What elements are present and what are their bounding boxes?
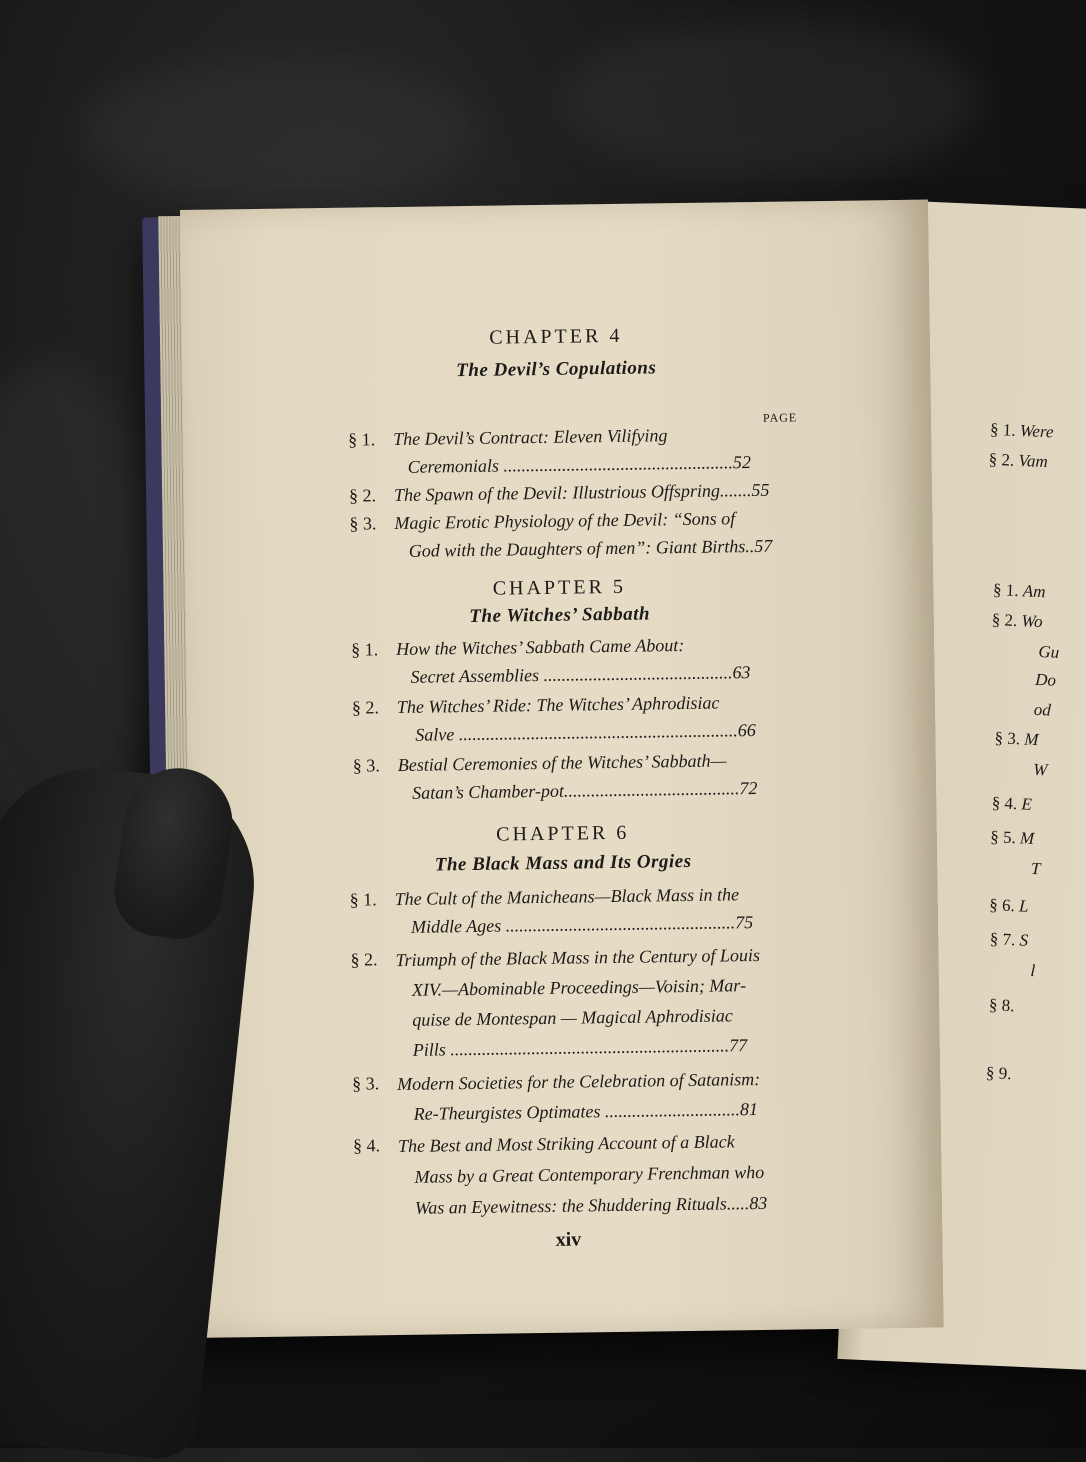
toc-entry bbox=[397, 1064, 761, 1129]
cloth-fold bbox=[560, 20, 980, 180]
right-fragment: l bbox=[1030, 960, 1036, 981]
right-fragment: § 4. E bbox=[991, 793, 1033, 814]
toc-entry bbox=[397, 688, 756, 749]
entry-line: How the Witches’ Sabbath Came About: bbox=[396, 635, 685, 660]
section-number: § 2. bbox=[351, 697, 380, 718]
entry-line: Secret Assemblies ..........................................63 bbox=[410, 662, 751, 687]
entry-line: Re-Theurgistes Optimates ..............................81 bbox=[413, 1099, 759, 1124]
left-page bbox=[180, 200, 944, 1338]
chapter-subtitle: The Black Mass and Its Orgies bbox=[434, 850, 692, 876]
right-fragment: § 7. S bbox=[989, 929, 1029, 950]
section-number: § 2. bbox=[350, 949, 378, 970]
toc-entry bbox=[398, 1126, 768, 1224]
chapter-title: CHAPTER 6 bbox=[496, 821, 630, 846]
section-number: § 2. bbox=[348, 485, 377, 506]
toc-entry bbox=[393, 420, 751, 481]
entry-line: The Best and Most Striking Account of a Black bbox=[397, 1131, 735, 1157]
entry-line: Modern Societies for the Celebration of Satanism: bbox=[397, 1068, 761, 1095]
right-fragment: § 1. Were bbox=[989, 419, 1054, 442]
section-number: § 3. bbox=[352, 755, 380, 776]
right-fragment: Gu bbox=[1038, 642, 1060, 662]
right-fragment: T bbox=[1030, 858, 1041, 879]
entry-line: quise de Montespan — Magical Aphrodisiac bbox=[412, 1005, 733, 1030]
toc-entry bbox=[394, 504, 772, 565]
section-number: § 3. bbox=[349, 513, 377, 534]
chapter-subtitle: The Witches’ Sabbath bbox=[469, 603, 651, 627]
entry-line: Was an Eyewitness: the Shuddering Rituals.....83 bbox=[414, 1192, 768, 1218]
right-fragment: § 9. bbox=[985, 1063, 1012, 1084]
toc-entry bbox=[398, 746, 758, 807]
entry-line: The Spawn of the Devil: Illustrious Offspring.......55 bbox=[393, 479, 770, 506]
section-number: § 4. bbox=[352, 1135, 381, 1156]
section-number: § 1. bbox=[351, 639, 379, 660]
toc-entry bbox=[396, 630, 751, 691]
entry-line: Satan’s Chamber-pot.......................................72 bbox=[412, 777, 758, 803]
toc-content bbox=[180, 200, 944, 1338]
cloth-fold bbox=[80, 60, 480, 200]
right-fragment: § 6. L bbox=[988, 895, 1029, 916]
right-fragment: W bbox=[1032, 759, 1048, 780]
entry-line: Bestial Ceremonies of the Witches’ Sabbath— bbox=[397, 750, 727, 776]
toc-entry bbox=[395, 940, 761, 1065]
entry-line: The Cult of the Manicheans—Black Mass in the bbox=[394, 884, 740, 910]
right-fragment: § 2. Wo bbox=[991, 609, 1044, 632]
entry-line: Middle Ages ...................................................75 bbox=[410, 912, 754, 937]
chapter-subtitle: The Devil’s Copulations bbox=[456, 357, 657, 382]
right-fragment: § 3. M bbox=[994, 728, 1039, 750]
section-number: § 1. bbox=[349, 889, 377, 910]
right-fragment: § 2. Vam bbox=[988, 449, 1049, 472]
toc-entry bbox=[394, 880, 753, 941]
entry-line: The Witches’ Ride: The Witches’ Aphrodisiac bbox=[396, 692, 720, 718]
page-column-label: PAGE bbox=[762, 410, 798, 425]
entry-line: Pills ..............................................................77 bbox=[412, 1035, 748, 1060]
entry-line: XIV.—Abominable Proceedings—Voisin; Mar- bbox=[411, 975, 747, 1000]
section-number: § 1. bbox=[348, 429, 376, 450]
entry-line: God with the Daughters of men”: Giant Births..57 bbox=[408, 535, 773, 561]
entry-line: Magic Erotic Physiology of the Devil: “Sons of bbox=[394, 508, 736, 534]
chapter-title: CHAPTER 4 bbox=[489, 324, 623, 349]
right-fragment: § 1. Am bbox=[992, 579, 1046, 602]
entry-line: Triumph of the Black Mass in the Century of Louis bbox=[395, 944, 761, 971]
chapter-title: CHAPTER 5 bbox=[492, 575, 627, 600]
section-number: § 3. bbox=[352, 1073, 380, 1094]
right-fragment: § 8. bbox=[988, 995, 1015, 1016]
entry-line: Salve ..............................................................66 bbox=[415, 720, 756, 745]
entry-line: Ceremonials ...................................................52 bbox=[407, 452, 752, 477]
right-fragment: Do bbox=[1034, 669, 1057, 690]
right-fragment: od bbox=[1033, 699, 1052, 720]
right-fragment: § 5. M bbox=[989, 827, 1035, 848]
entry-line: Mass by a Great Contemporary Frenchman who bbox=[414, 1161, 765, 1187]
page-number: xiv bbox=[555, 1228, 582, 1251]
entry-line: The Devil’s Contract: Eleven Vilifying bbox=[393, 425, 668, 450]
